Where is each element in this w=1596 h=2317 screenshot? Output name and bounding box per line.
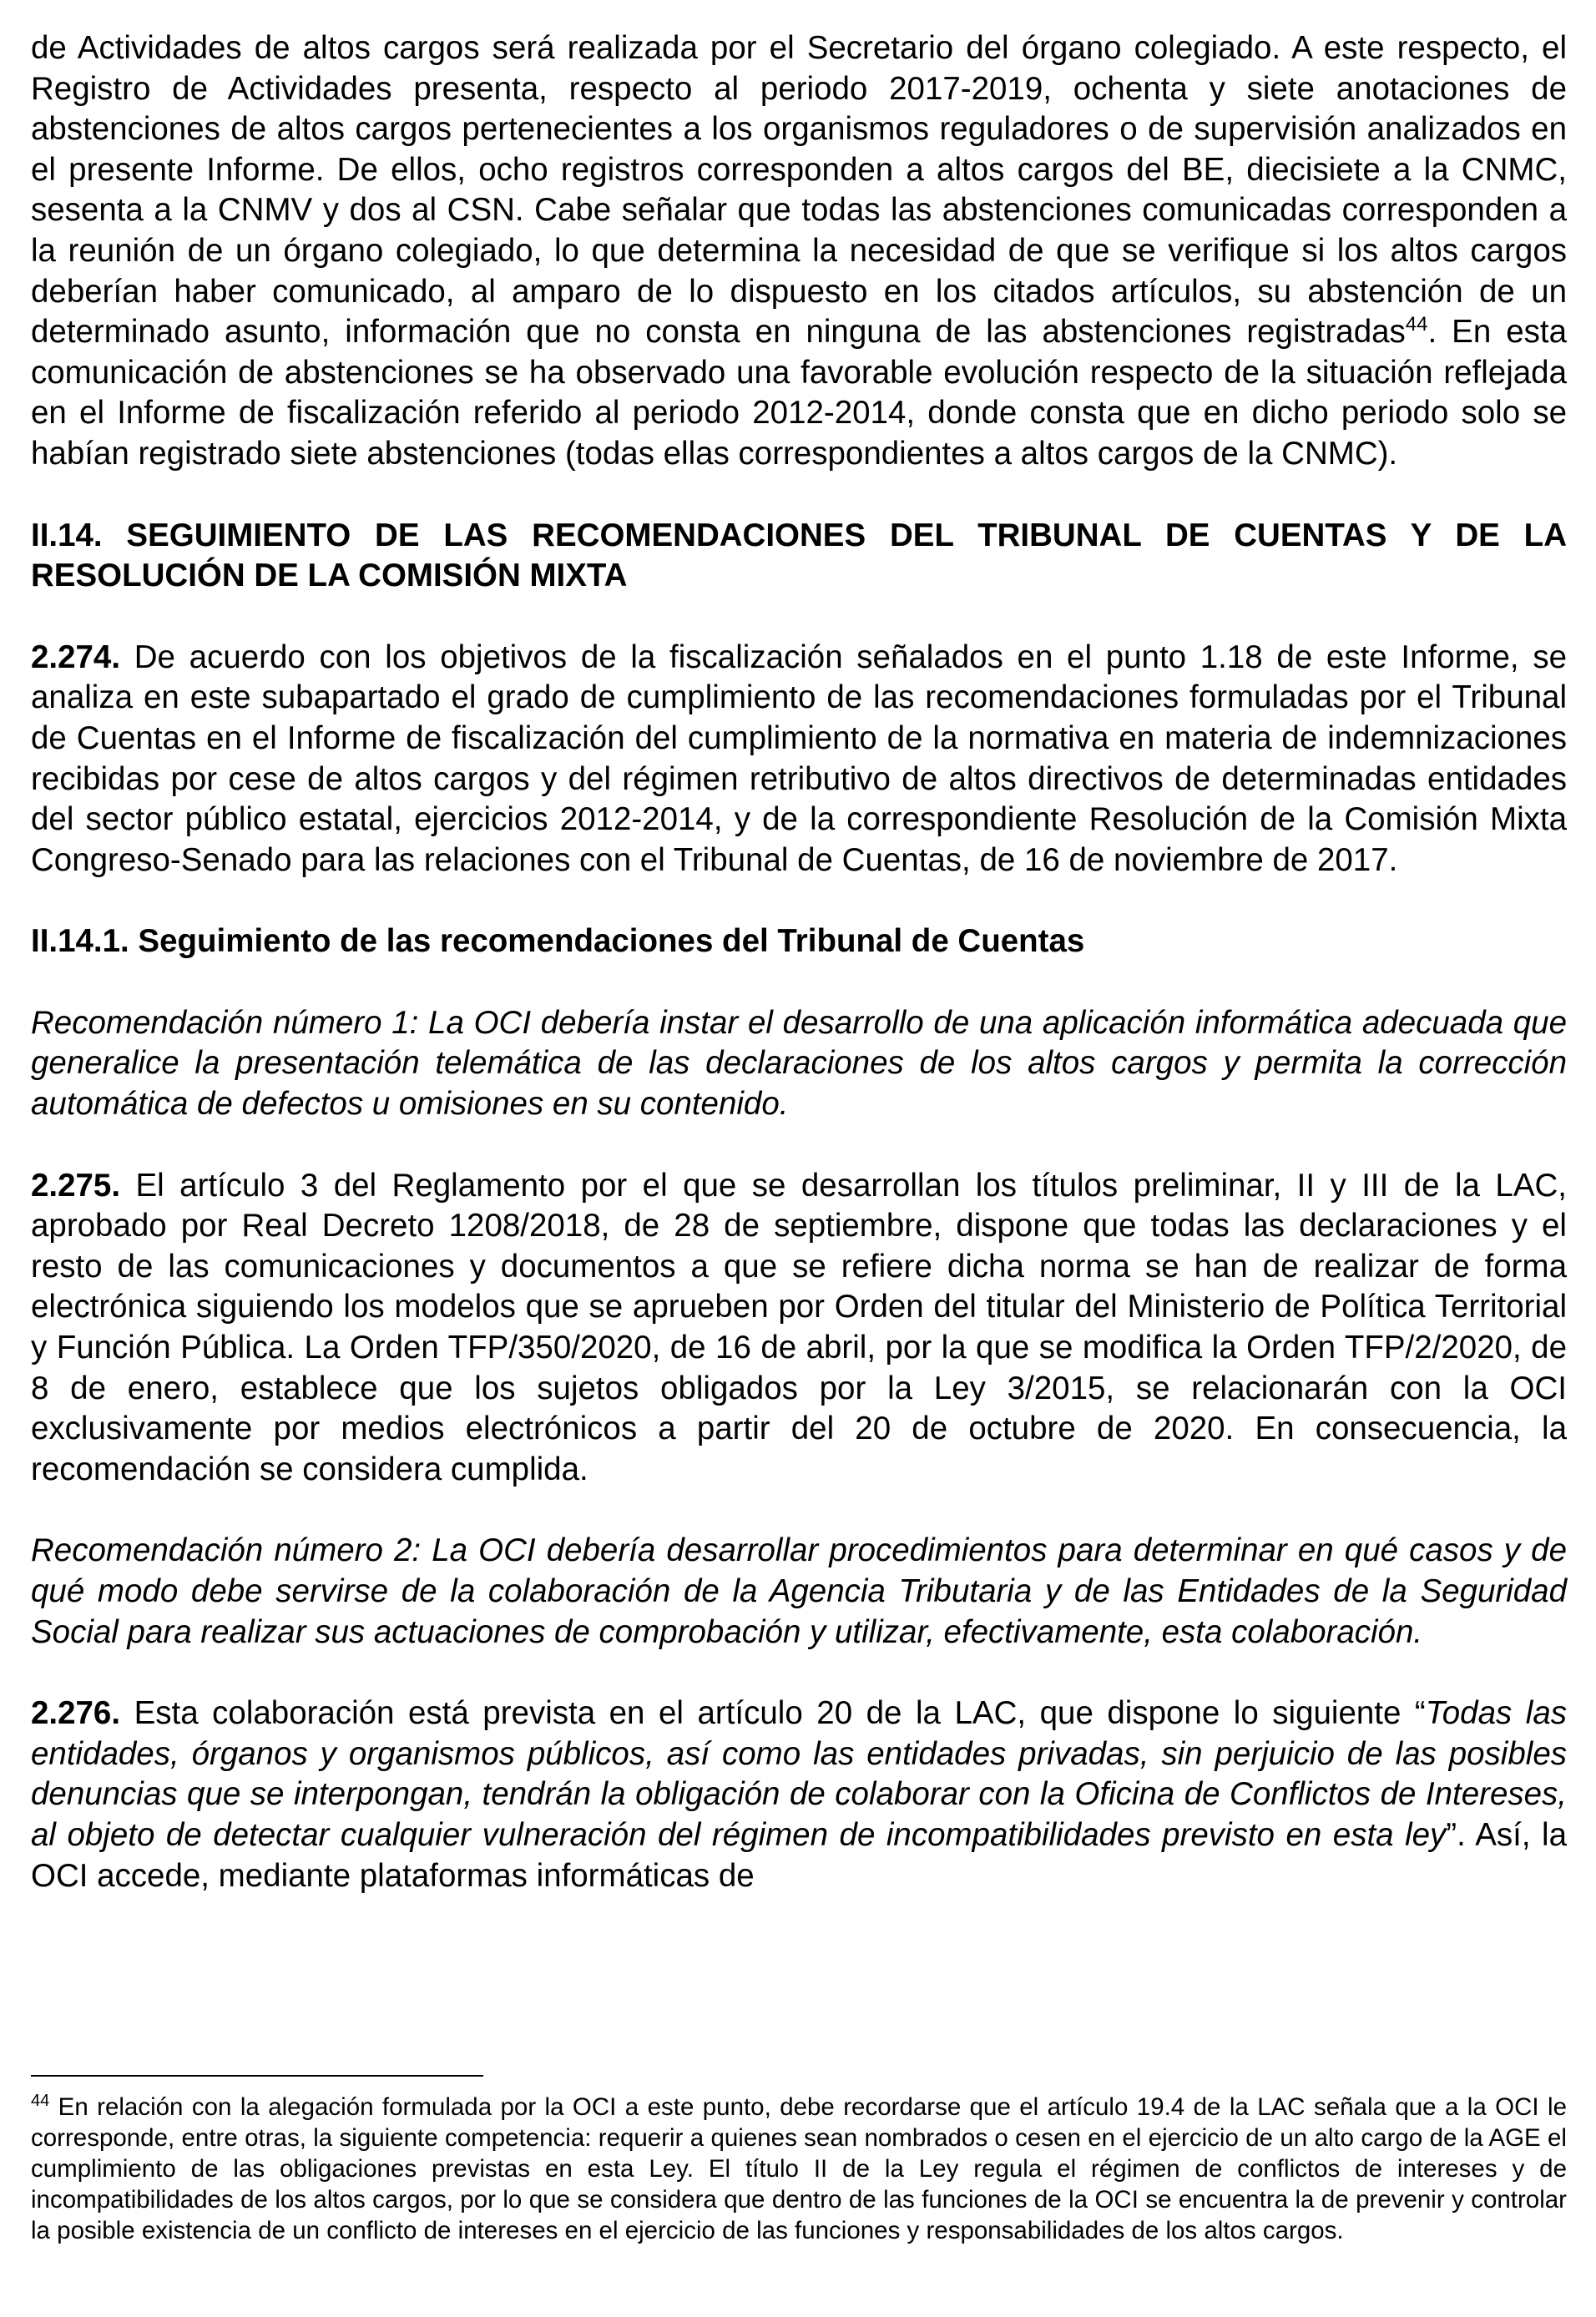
footnote-number: 44 (31, 2092, 50, 2111)
intro-text-part1: de Actividades de altos cargos será realizada por el Secretario del órgano colegiado. A este respecto, el Registro de Actividades presenta, respecto al periodo 2017-2019, ochenta y siete anotaciones de abstenciones de altos cargos pertenecientes a los organismos reguladores o de supervisión analizados en el presente Informe. De ellos, ocho registros corresponden a altos cargos del BE, diecisiete a la CNMC, sesenta a la CNMV y dos al CSN. Cabe señalar que todas las abstenciones comunicadas corresponden a la reunión de un órgano colegiado, lo que determina la necesidad de que se verifique si los altos cargos deberían haber comunicado, al amparo de lo dispuesto en los citados artículos, su abstención de un determinado asunto, información que no consta en ninguna de las abstenciones registradas (31, 30, 1567, 351)
paragraph-text-continued: ”. Así, la OCI accede, mediante plataformas informáticas de (31, 1816, 1568, 1894)
footnote-separator (31, 2075, 483, 2077)
recommendation-2: Recomendación número 2: La OCI debería desarrollar procedimientos para determinar en qué casos y de qué modo debe servirse de la colaboración de la Agencia Tributaria y de las Entidades de la Seguridad Social para realizar sus actuaciones de comprobación y utilizar, efectivamente, esta colaboración. (31, 1532, 1567, 1650)
footnote-text: En relación con la alegación formulada por la OCI a este punto, debe recordarse que el artículo 19.4 de la LAC señala que a la OCI le corresponde, entre otras, la siguiente competencia: requerir a quienes sean nombrados o cesen en el ejercicio de un alto cargo de la AGE el cumplimiento de las obligaciones previstas en esta Ley. El título II de la Ley regula el régimen de conflictos de intereses y de incompatibilidades de los altos cargos, por lo que se considera que dentro de las funciones de la OCI se encuentra la de prevenir y controlar la posible existencia de un conflicto de intereses en el ejercicio de las funciones y responsabilidades de los altos cargos. (31, 2093, 1567, 2244)
footnote-reference[interactable]: 44 (1405, 313, 1428, 336)
paragraph-2-276 (31, 1694, 1567, 1896)
paragraph-number: 2.275. (31, 1167, 121, 1204)
paragraph-text: Esta colaboración está prevista en el artículo 20 de la LAC, que dispone lo siguiente “ (120, 1695, 1426, 1732)
section-heading: II.14. SEGUIMIENTO DE LAS RECOMENDACIONES DEL TRIBUNAL DE CUENTAS Y DE LA RESOLUCIÓN DE LA COMISIÓN MIXTA (31, 517, 1567, 594)
paragraph-text: El artículo 3 del Reglamento por el que se desarrollan los títulos preliminar, II y III de la LAC, aprobado por Real Decreto 1208/2018, de 28 de septiembre, dispone que todas las declaraciones y el resto de las comunicaciones y documentos a que se refiere dicha norma se han de realizar de forma electrónica siguiendo los modelos que se aprueben por Orden del titular del Ministerio de Política Territorial y Función Pública. La Orden TFP/350/2020, de 16 de abril, por la que se modifica la Orden TFP/2/2020, de 8 de enero, establece que los sujetos obligados por la Ley 3/2015, se relacionarán con la OCI exclusivamente por medios electrónicos a partir del 20 de octubre de 2020. En consecuencia, la recomendación se considera cumplida. (31, 1167, 1567, 1487)
law-quote: Todas las entidades, órganos y organismos públicos, así como las entidades privadas, sin perjuicio de las posibles denuncias que se interpongan, tendrán la obligación de colaborar con la Oficina de Conflictos de Intereses, al objeto de detectar cualquier vulneración del régimen de incompatibilidades previsto en esta ley (31, 1695, 1567, 1853)
paragraph-2-275 (31, 1166, 1567, 1491)
subsection-heading: II.14.1. Seguimiento de las recomendaciones del Tribunal de Cuentas (31, 923, 1085, 960)
recommendation-1: Recomendación número 1: La OCI debería instar el desarrollo de una aplicación informática adecuada que generalice la presentación telemática de las declaraciones de los altos cargos y permita la corrección automática de defectos u omisiones en su contenido. (31, 1004, 1567, 1123)
paragraph-number: 2.276. (31, 1695, 121, 1732)
footnote-44 (31, 2092, 1567, 2246)
intro-text-part2: . En esta comunicación de abstenciones se ha observado una favorable evolución respecto de la situación reflejada en el Informe de fiscalización referido al periodo 2012-2014, donde consta que en dicho periodo solo se habían registrado siete abstenciones (todas ellas correspondientes a altos cargos de la CNMC). (31, 314, 1567, 472)
intro-paragraph (31, 28, 1567, 475)
paragraph-number: 2.274. (31, 639, 121, 675)
paragraph-text: De acuerdo con los objetivos de la fiscalización señalados en el punto 1.18 de este Informe, se analiza en este subapartado el grado de cumplimiento de las recomendaciones formuladas por el Tribunal de Cuentas en el Informe de fiscalización del cumplimiento de la normativa en materia de indemnizaciones recibidas por cese de altos cargos y del régimen retributivo de altos directivos de determinadas entidades del sector público estatal, ejercicios 2012-2014, y de la correspondiente Resolución de la Comisión Mixta Congreso-Senado para las relaciones con el Tribunal de Cuentas, de 16 de noviembre de 2017. (31, 639, 1567, 878)
paragraph-2-274 (31, 638, 1567, 881)
document-body (31, 28, 1567, 1896)
